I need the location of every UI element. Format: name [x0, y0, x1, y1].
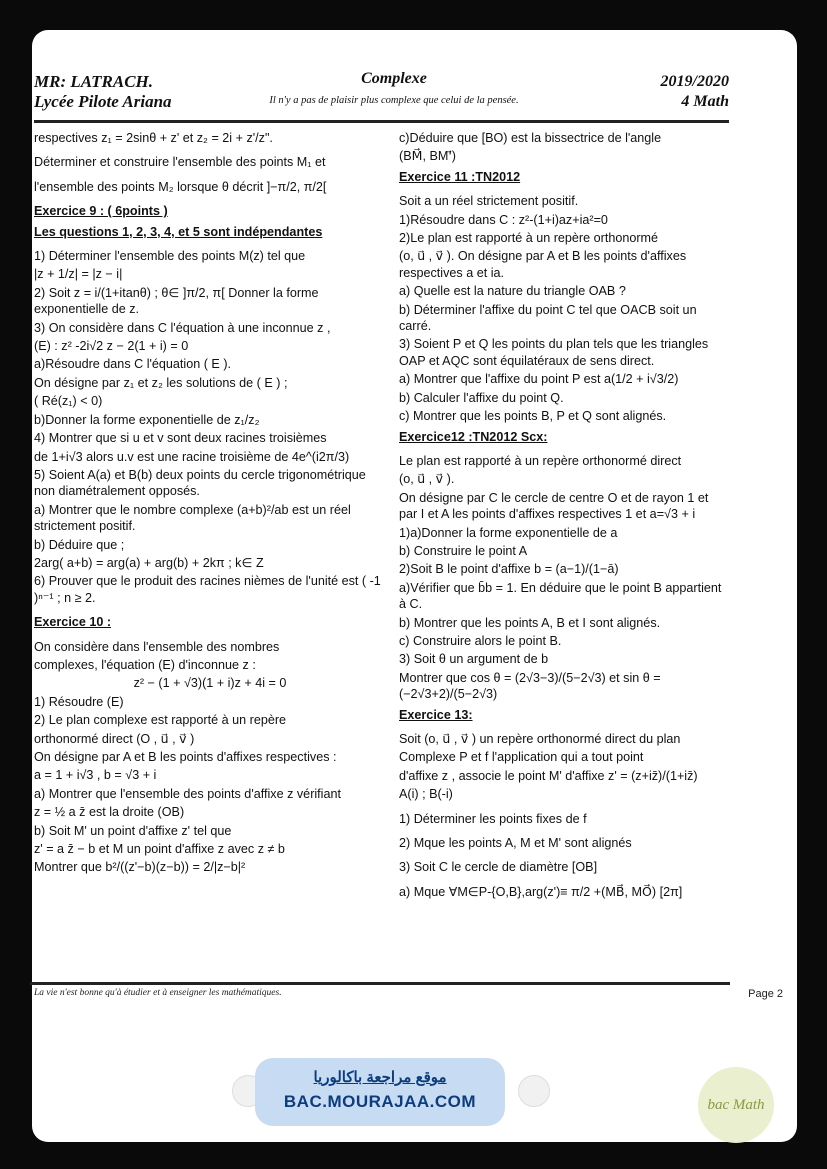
- math-line: z² − (1 + √3)(1 + i)z + 4i = 0: [133, 676, 287, 691]
- header-center: [244, 70, 544, 114]
- math-line: a) Mque ∀M∈P-{O,B},arg(z')≡ π/2 +(MB⃗, MO⃗) [2π]: [399, 884, 683, 899]
- text-line: l'ensemble des points M₂ lorsque θ décrit ]−π/2, π/2[: [34, 179, 327, 194]
- math-line: z = ½ a z̄ est la droite (OB): [34, 805, 185, 820]
- text-line: 2)Le plan est rapporté à un repère orthonormé: [399, 231, 659, 246]
- text-line: Déterminer et construire l'ensemble des points M₁ et: [34, 155, 326, 170]
- text-line: c)Déduire que [BO) est la bissectrice de l'angle: [399, 131, 662, 145]
- exercise-heading: Exercice 9 : ( 6points ): [34, 204, 168, 219]
- text-line: 4) Montrer que si u et v sont deux racines troisièmes: [34, 431, 327, 446]
- text-line: b) Déduire que ;: [34, 537, 125, 552]
- math-line: z' = a z̄ − b et M un point d'affixe z avec z ≠ b: [34, 842, 285, 857]
- text-line: A(i) ; B(-i): [399, 787, 453, 802]
- text-line: 3) Soit θ un argument de b: [399, 652, 549, 667]
- text-line: ( Ré(z₁) < 0): [34, 394, 103, 409]
- text-line: a) Montrer que l'ensemble des points d'affixe z vérifiant: [34, 786, 341, 801]
- page-number: Page 2: [748, 988, 783, 1000]
- chapter-title: Complexe: [361, 70, 427, 87]
- text-line: 5) Soient A(a) et B(b) deux points du cercle trigonométrique non diamétralement opposés.: [34, 467, 366, 499]
- text-line: 3) On considère dans C l'équation à une inconnue z ,: [34, 320, 331, 335]
- header-right: [661, 72, 729, 112]
- math-line: Montrer que cos θ = (2√3−3)/(5−2√3) et sin θ = (−2√3+2)/(5−2√3): [399, 670, 661, 702]
- footer-quote: La vie n'est bonne qu'à étudier et à enseigner les mathématiques.: [34, 988, 282, 998]
- text-line: 2) Mque les points A, M et M' sont alignés: [399, 836, 632, 851]
- text-line: a)Résoudre dans C l'équation ( E ).: [34, 357, 232, 372]
- text-line: On considère dans l'ensemble des nombres: [34, 639, 280, 654]
- site-logo-icon: [518, 1075, 550, 1107]
- text-line: On désigne par z₁ et z₂ les solutions de ( E ) ;: [34, 375, 288, 390]
- text-line: 1)Résoudre dans C : z²-(1+i)az+ia²=0: [399, 212, 608, 227]
- text-line: b) Construire le point A: [399, 543, 528, 558]
- text-line: b) Déterminer l'affixe du point C tel que OACB soit un carré.: [399, 302, 697, 334]
- text-line: a) Quelle est la nature du triangle OAB ?: [399, 284, 626, 299]
- text-line: Soit (o, u⃗ , v⃗ ) un repère orthonormé direct du plan: [399, 732, 681, 746]
- school-year: 2019/2020: [660, 73, 729, 90]
- math-line: Montrer que b²/((z'−b)(z−b)) = 2/|z−b|²: [34, 860, 246, 875]
- math-line: a = 1 + i√3 , b = √3 + i: [34, 768, 157, 783]
- text-line: b) Soit M' un point d'affixe z' tel que: [34, 823, 232, 838]
- banner-arabic-title: موقع مراجعة باكالوريا: [313, 1069, 447, 1086]
- text-line: d'affixe z , associe le point M' d'affixe z' = (z+iz̄)/(1+iz̄): [399, 768, 698, 783]
- text-line: 6) Prouver que le produit des racines nièmes de l'unité est ( -1 )ⁿ⁻¹ ; n ≥ 2.: [34, 574, 381, 605]
- text-line: a) Montrer que le nombre complexe (a+b)²/ab est un réel strictement positif.: [34, 502, 351, 534]
- header-quote: Il n'y a pas de plaisir plus complexe que celui de la pensée.: [269, 95, 519, 106]
- text-line: Complexe P et f l'application qui a tout point: [399, 750, 644, 765]
- text-line: 1) Résoudre (E): [34, 694, 124, 709]
- text-line: respectives z₁ = 2sinθ + z' et z₂ = 2i + z'/z".: [34, 131, 273, 145]
- math-line: (BM⃗, BM'⃗): [399, 149, 457, 164]
- exercise-heading: Exercice 11 :TN2012: [399, 169, 521, 184]
- banner-url-link[interactable]: BAC.MOURAJAA.COM: [283, 1092, 477, 1111]
- text-line: 2)Soit B le point d'affixe b = (a−1)/(1−ā): [399, 562, 619, 577]
- text-line: (o, u⃗ , v⃗ ).: [399, 472, 455, 487]
- text-line: de 1+i√3 alors u.v est une racine troisième de 4e^(i2π/3): [34, 449, 350, 464]
- text-line: 3) Soit C le cercle de diamètre [OB]: [399, 860, 598, 875]
- text-line: a)Vérifier que b̄b = 1. En déduire que le point B appartient à C.: [399, 580, 722, 612]
- text-line: complexes, l'équation (E) d'inconnue z :: [34, 657, 256, 672]
- text-line: 3) Soient P et Q les points du plan tels que les triangles OAP et AQC sont équilatéraux de sens direct.: [399, 337, 709, 368]
- exercise-heading: Exercice 13:: [399, 707, 473, 722]
- text-line: b)Donner la forme exponentielle de z₁/z₂: [34, 412, 260, 427]
- exercise-heading: Exercice 10 :: [34, 615, 112, 630]
- right-column: [399, 130, 729, 902]
- text-line: 1) Déterminer les points fixes de f: [399, 811, 587, 826]
- class-level: 4 Math: [681, 93, 729, 110]
- math-line: (E) : z² -2i√2 z − 2(1 + i) = 0: [34, 339, 189, 354]
- text-line: Soit a un réel strictement positif.: [399, 194, 579, 209]
- text-line: b) Montrer que les points A, B et I sont alignés.: [399, 615, 661, 630]
- school-name: Lycée Pilote Ariana: [34, 92, 172, 111]
- header-left: [34, 72, 172, 112]
- left-column: [34, 130, 386, 878]
- math-line: |z + 1/z| = |z − i|: [34, 267, 123, 282]
- text-line: b) Calculer l'affixe du point Q.: [399, 390, 564, 405]
- footer-divider: [30, 982, 730, 985]
- text-line: orthonormé direct (O , u⃗ , v⃗ ): [34, 731, 195, 746]
- text-line: (o, u⃗ , v⃗ ). On désigne par A et B les points d'affixes respectives a et ia.: [399, 249, 687, 280]
- text-line: 2) Le plan complexe est rapporté à un repère: [34, 713, 287, 728]
- site-banner[interactable]: [255, 1058, 505, 1126]
- text-line: 1)a)Donner la forme exponentielle de a: [399, 525, 618, 540]
- text-line: c) Montrer que les points B, P et Q sont alignés.: [399, 409, 667, 424]
- text-line: c) Construire alors le point B.: [399, 633, 562, 648]
- exercise-subheading: Les questions 1, 2, 3, 4, et 5 sont indépendantes: [34, 224, 323, 239]
- page-header: [34, 70, 729, 123]
- math-line: 2arg( a+b) = arg(a) + arg(b) + 2kπ ; k∈ Z: [34, 555, 264, 570]
- bac-math-logo: bac Math: [698, 1067, 774, 1143]
- text-line: On désigne par C le cercle de centre O et de rayon 1 et par I et A les points d'affixes respectives 1 et a=√3 + i: [399, 490, 709, 522]
- exercise-heading: Exercice12 :TN2012 Scx:: [399, 429, 548, 444]
- text-line: 1) Déterminer l'ensemble des points M(z) tel que: [34, 249, 306, 264]
- text-line: On désigne par A et B les points d'affixes respectives :: [34, 750, 337, 764]
- text-line: Le plan est rapporté à un repère orthonormé direct: [399, 453, 682, 468]
- text-line: 2) Soit z = i/(1+itanθ) ; θ∈ ]π/2, π[ Donner la forme exponentielle de z.: [34, 285, 319, 317]
- author-name: MR: LATRACH.: [34, 72, 154, 91]
- text-line: a) Montrer que l'affixe du point P est a(1/2 + i√3/2): [399, 372, 679, 387]
